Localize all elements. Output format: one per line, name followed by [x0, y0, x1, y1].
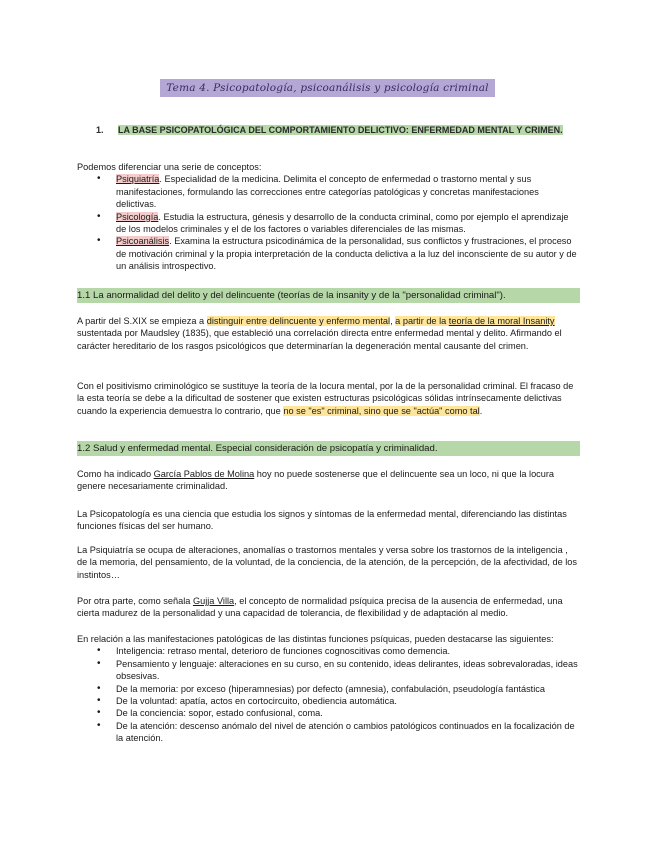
- highlight-run: distinguir entre delincuente y enfermo mental: [206, 316, 391, 326]
- intro-paragraph: Podemos diferenciar una serie de conceptos:: [77, 162, 262, 172]
- text-run: Con el positivismo criminológico se sustituye la teoría de la locura mental, por la de la personalidad criminal. El fracaso de la esta teoría se debe a la dificultad de sostener que existen estructuras psicológicas sólidas intrínsecamente delictivas cuando la experiencia demuestra lo contrario, que: [77, 381, 574, 416]
- list-item: • De la conciencia: sopor, estado confusional, coma.: [77, 707, 580, 719]
- list-item: [77, 173, 580, 210]
- list-item: • De la voluntad: apatía, actos en cortocircuito, obediencia automática.: [77, 695, 580, 707]
- functions-block: [77, 633, 580, 745]
- text-run: Como ha indicado: [77, 469, 154, 479]
- text-run: ,: [390, 316, 396, 326]
- concept-term: Psicoanálisis: [116, 236, 170, 247]
- subsection-heading-1-2: 1.2 Salud y enfermedad mental. Especial consideración de psicopatía y criminalidad.: [77, 441, 580, 456]
- paragraph-psiquiatria: La Psiquiatría se ocupa de alteraciones, anomalías o trastornos mentales y versa sobre los trastornos de la inteligencia , de la memoria, del pensamiento, de la voluntad, de la conciencia, de la atención, de la percepción, de la afectividad, de los instintos…: [77, 545, 578, 580]
- section-heading-1: [96, 125, 566, 137]
- section-heading-text: LA BASE PSICOPATOLÓGICA DEL COMPORTAMIENTO DELICTIVO: ENFERMEDAD MENTAL Y CRIMEN.: [118, 125, 563, 135]
- functions-list: [77, 645, 580, 744]
- text-run: , el concepto de normalidad psíquica precisa de la ausencia de enfermedad, una cierta madurez de la personalidad y una capacidad de tolerancia, de flexibilidad y de adaptación al medio.: [77, 596, 563, 619]
- text-run: .: [479, 405, 483, 416]
- paragraph-positivism: [77, 380, 580, 417]
- paragraph-insanity: [77, 315, 580, 352]
- concept-desc: . Especialidad de la medicina. Delimita el concepto de enfermedad o trastorno mental y sus manifestaciones, formulando las correcciones entre categorías patológicas y concretas manifestaciones delictivas.: [116, 174, 539, 210]
- text-run: hoy no puede sostenerse que el delincuente sea un loco, ni que la locura genere necesariamente criminalidad.: [77, 469, 555, 492]
- concept-desc: . Examina la estructura psicodinámica de la personalidad, sus conflictos y frustraciones, el proceso de motivación criminal y la propia interpretación de la conducta delictiva a la luz del inconsciente de su autor y de un análisis introspectivo.: [116, 236, 577, 272]
- paragraph-garcia: [77, 468, 580, 493]
- subsection-heading-1-1: 1.1 La anormalidad del delito y del delincuente (teorías de la insanity y de la "personalidad criminal").: [77, 288, 580, 303]
- page-title: Tema 4. Psicopatología, psicoanálisis y psicología criminal: [160, 79, 494, 97]
- section-number: 1.: [96, 125, 104, 135]
- list-item: • De la atención: descenso anómalo del nivel de atención o cambios patológicos continuados en la focalización de la atención.: [77, 720, 580, 745]
- author-name: García Pablos de Molina: [153, 469, 255, 479]
- highlight-underlined-run: teoría de la moral Insanity: [448, 316, 555, 326]
- functions-intro: En relación a las manifestaciones patológicas de las distintas funciones psíquicas, pueden destacarse las siguientes:: [77, 634, 554, 644]
- list-item: • De la memoria: por exceso (hiperamnesias) por defecto (amnesia), confabulación, pseudología fantástica: [77, 683, 580, 695]
- author-name: Gujja Villa: [192, 596, 235, 606]
- text-run: A partir del S.XIX se empieza a: [77, 316, 207, 326]
- text-run: sustentada por Maudsley (1835), que estableció una correlación directa entre enfermedad mental y delito.: [77, 328, 509, 339]
- title-wrap: [0, 78, 655, 97]
- list-item: • Inteligencia: retraso mental, deterioro de funciones cognoscitivas como demencia.: [77, 645, 580, 657]
- text-run: Afirmando el carácter hereditario de los rasgos psicológicos que determinarían la degeneración mental causante del crimen.: [77, 328, 562, 351]
- list-item: [77, 211, 580, 236]
- text-run: Por otra parte, como señala: [77, 596, 193, 606]
- concept-term: Psiquiatría: [116, 174, 160, 185]
- paragraph-psicopatologia: La Psicopatología es una ciencia que estudia los signos y síntomas de la enfermedad mental, diferenciando las distintas funciones físicas del ser humano.: [77, 509, 567, 532]
- concepts-list: [77, 173, 580, 272]
- paragraph-gujja: [77, 595, 580, 620]
- concepts-block: [77, 161, 580, 273]
- list-item: • Pensamiento y lenguaje: alteraciones en su curso, en su contenido, ideas delirantes, ideas sobrevaloradas, ideas obsesivas.: [77, 658, 580, 683]
- highlight-run: no se "es" criminal, sino que se "actúa" como tal: [283, 405, 480, 416]
- list-item: [77, 235, 580, 272]
- concept-desc: . Estudia la estructura, génesis y desarrollo de la conducta criminal, como por ejemplo el aprendizaje de los modelos criminales y el de los factores o variables diferenciales de las mismas.: [116, 211, 569, 235]
- concept-term: Psicología: [116, 211, 159, 222]
- highlight-run: a partir de la: [395, 316, 449, 326]
